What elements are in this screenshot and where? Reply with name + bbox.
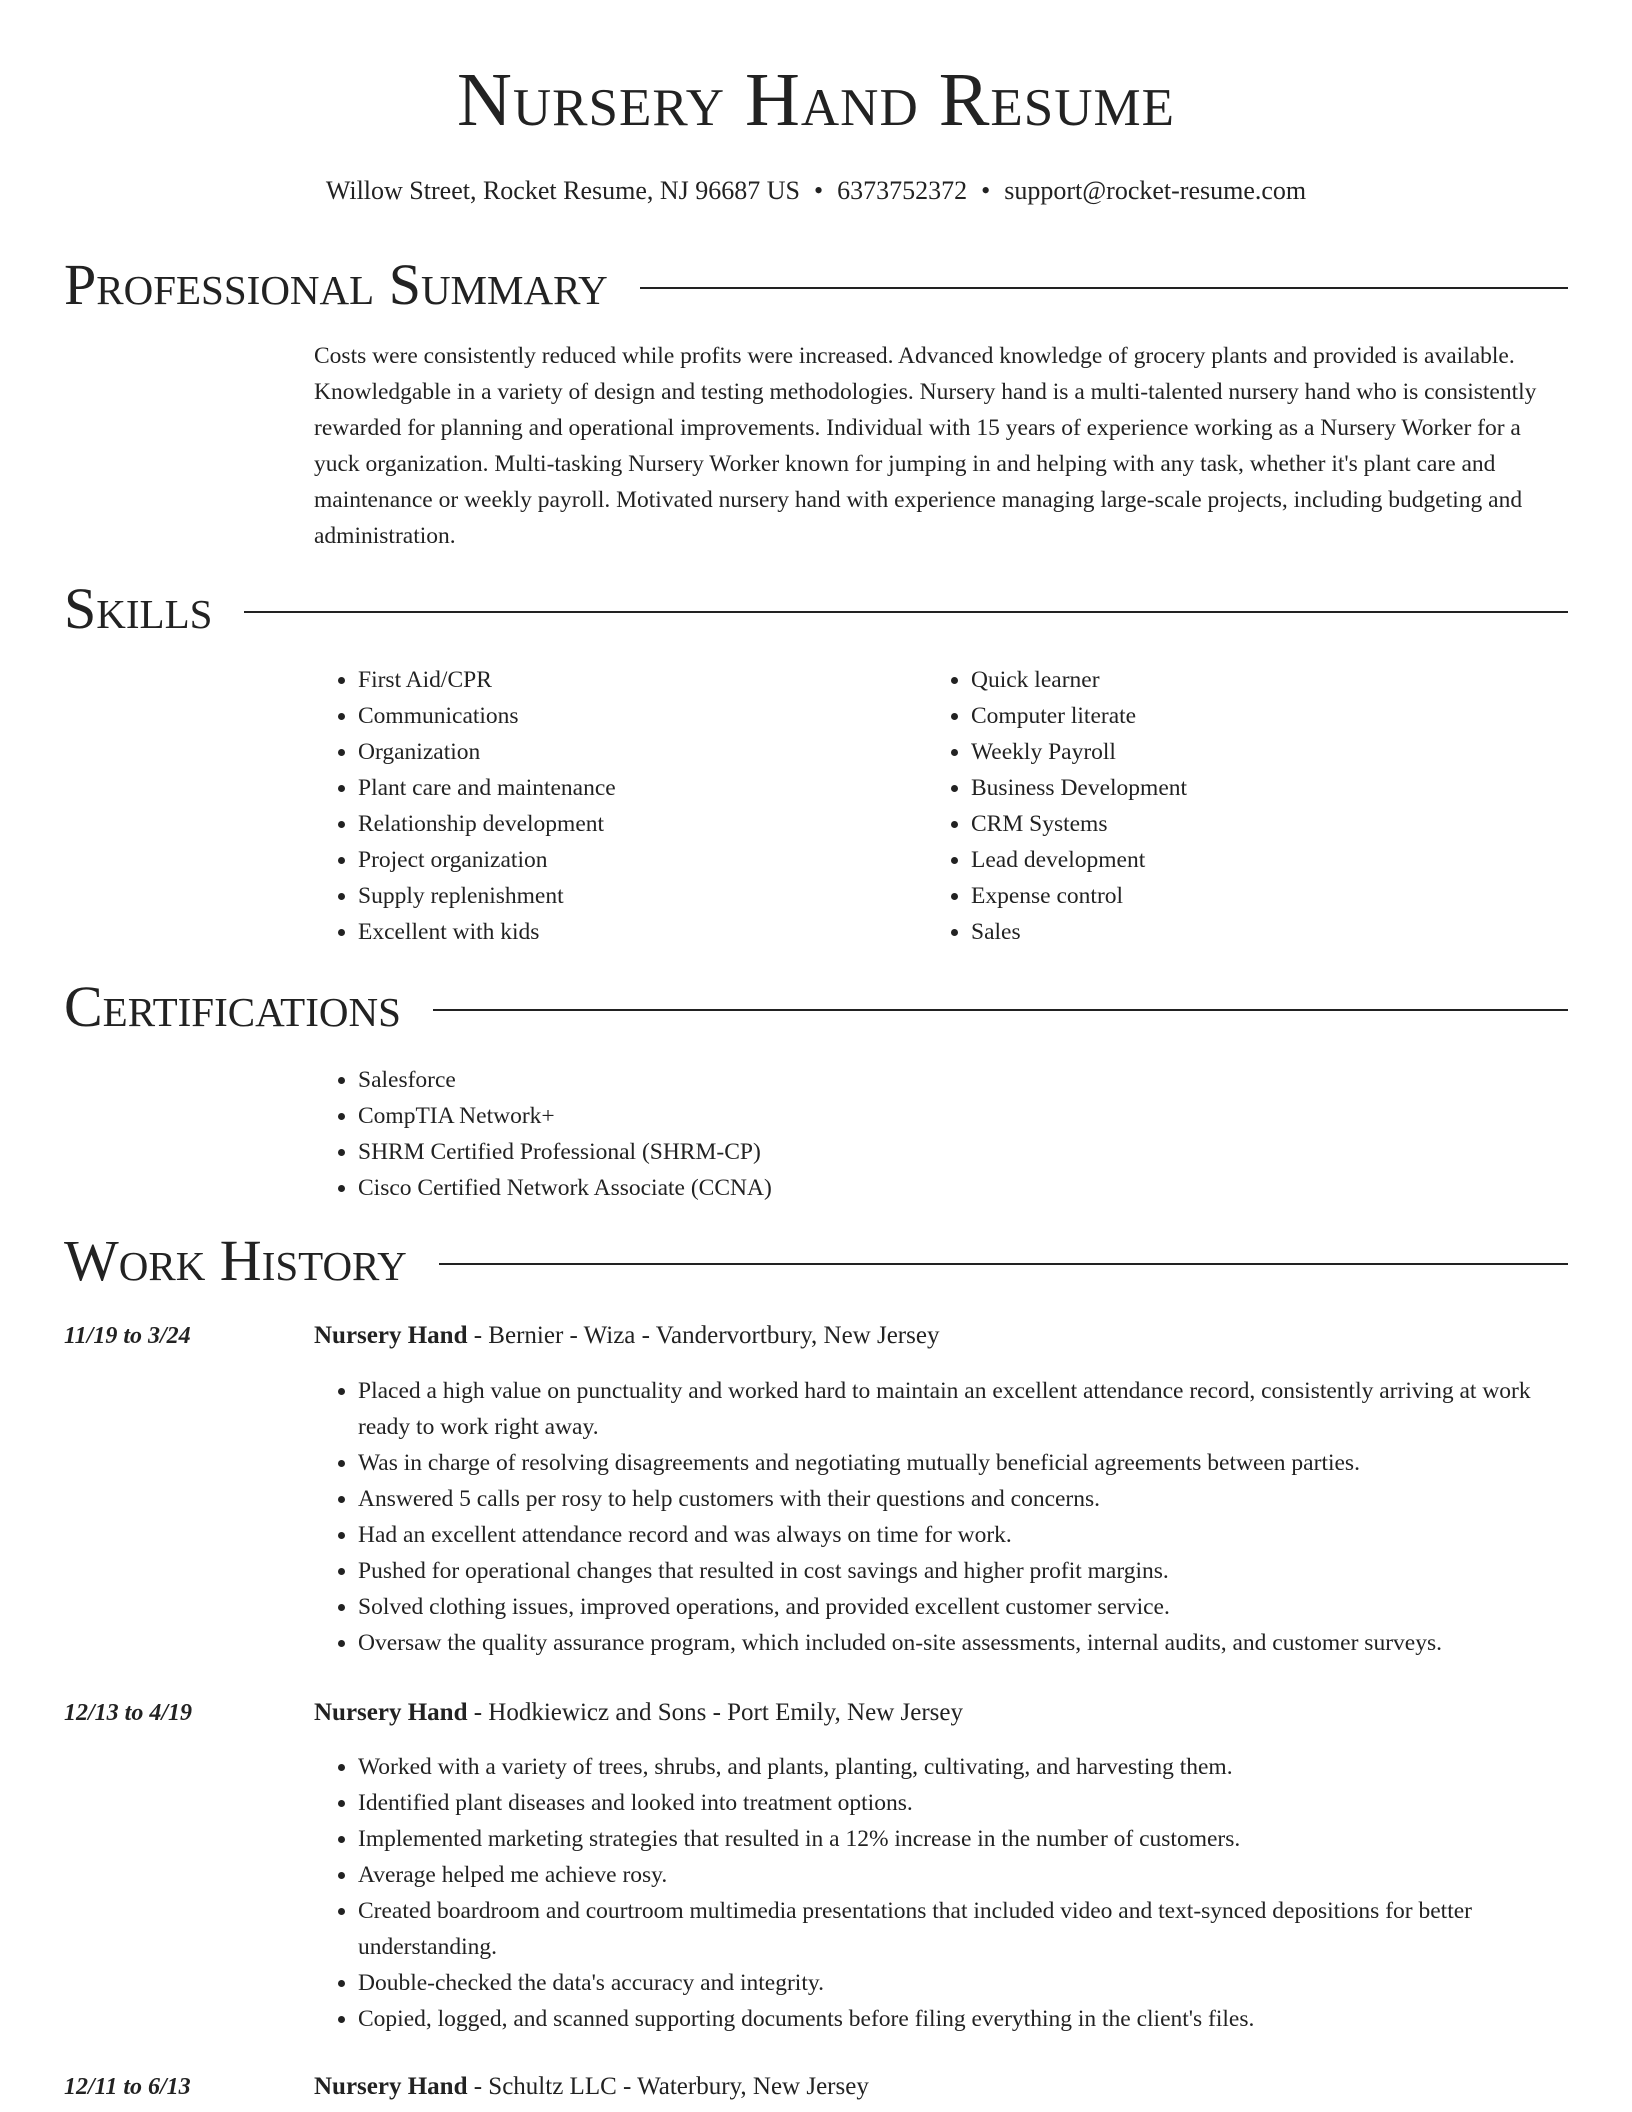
job-duty-item: • Oversaw the quality assurance program, which included on-site assessments, internal audits, and customer surveys. — [358, 1625, 1568, 1661]
certification-item: • CompTIA Network+ — [358, 1098, 772, 1134]
job-title: Nursery Hand — [314, 1322, 468, 1349]
skills-heading: Skills — [64, 576, 213, 641]
skill-item: • Communications — [358, 698, 616, 734]
job-employer-location: - Hodkiewicz and Sons - Port Emily, New Jersey — [467, 1699, 963, 1726]
skill-item: • Sales — [971, 914, 1187, 950]
skill-item: • Organization — [358, 734, 616, 770]
skill-item: • CRM Systems — [971, 806, 1187, 842]
skill-item: • Expense control — [971, 878, 1187, 914]
skill-item: • Supply replenishment — [358, 878, 616, 914]
job-duties-list — [314, 1373, 1568, 1661]
skill-item: • Lead development — [971, 842, 1187, 878]
certifications-block — [314, 1062, 772, 1206]
skill-item: • Quick learner — [971, 662, 1187, 698]
job-duty-item: • Had an excellent attendance record and was always on time for work. — [358, 1517, 1568, 1553]
job-heading — [314, 1697, 963, 1729]
contact-address: Willow Street, Rocket Resume, NJ 96687 US — [325, 176, 800, 205]
skills-right-column — [927, 662, 1187, 950]
skill-item: • First Aid/CPR — [358, 662, 616, 698]
job-duty-item: • Answered 5 calls per rosy to help customers with their questions and concerns. — [358, 1481, 1568, 1517]
certifications-list — [314, 1062, 772, 1206]
contact-separator: • — [814, 176, 824, 205]
certifications-section-header — [64, 974, 1568, 1039]
contact-line — [0, 175, 1632, 207]
skill-item: • Computer literate — [971, 698, 1187, 734]
job-duties — [314, 1749, 1568, 2037]
job-duty-item: • Was in charge of resolving disagreements and negotiating mutually beneficial agreements between parties. — [358, 1445, 1568, 1481]
skills-section-header — [64, 576, 1568, 641]
certification-item: • Salesforce — [358, 1062, 772, 1098]
job-title: Nursery Hand — [314, 1699, 468, 1726]
work-history-section-header — [64, 1228, 1568, 1293]
job-dates: 12/13 to 4/19 — [64, 1700, 193, 1726]
section-divider — [244, 611, 1568, 613]
job-duty-item: • Identified plant diseases and looked into treatment options. — [358, 1785, 1568, 1821]
job-duty-item: • Average helped me achieve rosy. — [358, 1857, 1568, 1893]
skill-item: • Excellent with kids — [358, 914, 616, 950]
section-divider — [439, 1263, 1568, 1265]
job-duty-item: • Pushed for operational changes that resulted in cost savings and higher profit margins. — [358, 1553, 1568, 1589]
section-divider — [640, 287, 1568, 289]
job-title: Nursery Hand — [314, 2073, 468, 2100]
skill-item: • Weekly Payroll — [971, 734, 1187, 770]
job-heading — [314, 1320, 939, 1352]
job-employer-location: - Bernier - Wiza - Vandervortbury, New Jersey — [467, 1322, 940, 1349]
certification-item: • SHRM Certified Professional (SHRM-CP) — [358, 1134, 772, 1170]
job-duty-item: • Created boardroom and courtroom multimedia presentations that included video and text-synced depositions for better understanding. — [358, 1893, 1568, 1965]
contact-phone: 6373752372 — [837, 176, 968, 205]
contact-email: support@rocket-resume.com — [1004, 176, 1307, 205]
job-duty-item: • Double-checked the data's accuracy and integrity. — [358, 1965, 1568, 2001]
job-duty-item: • Copied, logged, and scanned supporting documents before filing everything in the client's files. — [358, 2001, 1568, 2037]
job-dates: 12/11 to 6/13 — [64, 2074, 191, 2100]
skills-left-column — [314, 662, 616, 950]
work-history-heading: Work History — [64, 1228, 407, 1293]
section-divider — [433, 1009, 1568, 1011]
skills-left-list — [314, 662, 616, 950]
summary-section-header — [64, 252, 1568, 317]
skill-item: • Project organization — [358, 842, 616, 878]
certification-item: • Cisco Certified Network Associate (CCNA) — [358, 1170, 772, 1206]
skills-right-list — [927, 662, 1187, 950]
job-heading — [314, 2071, 869, 2103]
job-duty-item: • Solved clothing issues, improved operations, and provided excellent customer service. — [358, 1589, 1568, 1625]
job-dates: 11/19 to 3/24 — [64, 1323, 191, 1349]
skill-item: • Relationship development — [358, 806, 616, 842]
job-employer-location: - Schultz LLC - Waterbury, New Jersey — [467, 2073, 869, 2100]
job-duties — [314, 1373, 1568, 1661]
summary-heading: Professional Summary — [64, 252, 608, 317]
summary-text: Costs were consistently reduced while profits were increased. Advanced knowledge of grocery plants and provided is available. Knowledgable in a variety of design and testing methodologies. Nursery hand is a multi-talented nursery hand who is consistently rewarded for planning and operational improvements. Individual with 15 years of experience working as a Nursery Worker for a yuck organization. Multi-tasking Nursery Worker known for jumping in and helping with any task, whether it's plant care and maintenance or weekly payroll. Motivated nursery hand with experience managing large-scale projects, including budgeting and administration. — [314, 343, 1537, 549]
job-duty-item: • Worked with a variety of trees, shrubs, and plants, planting, cultivating, and harvesting them. — [358, 1749, 1568, 1785]
skill-item: • Plant care and maintenance — [358, 770, 616, 806]
certifications-heading: Certifications — [64, 974, 401, 1039]
job-duties-list — [314, 1749, 1568, 2037]
job-duty-item: • Implemented marketing strategies that resulted in a 12% increase in the number of customers. — [358, 1821, 1568, 1857]
skill-item: • Business Development — [971, 770, 1187, 806]
job-duty-item: • Placed a high value on punctuality and worked hard to maintain an excellent attendance record, consistently arriving at work ready to work right away. — [358, 1373, 1568, 1445]
contact-separator: • — [981, 176, 991, 205]
resume-title: Nursery Hand Resume — [456, 58, 1176, 142]
